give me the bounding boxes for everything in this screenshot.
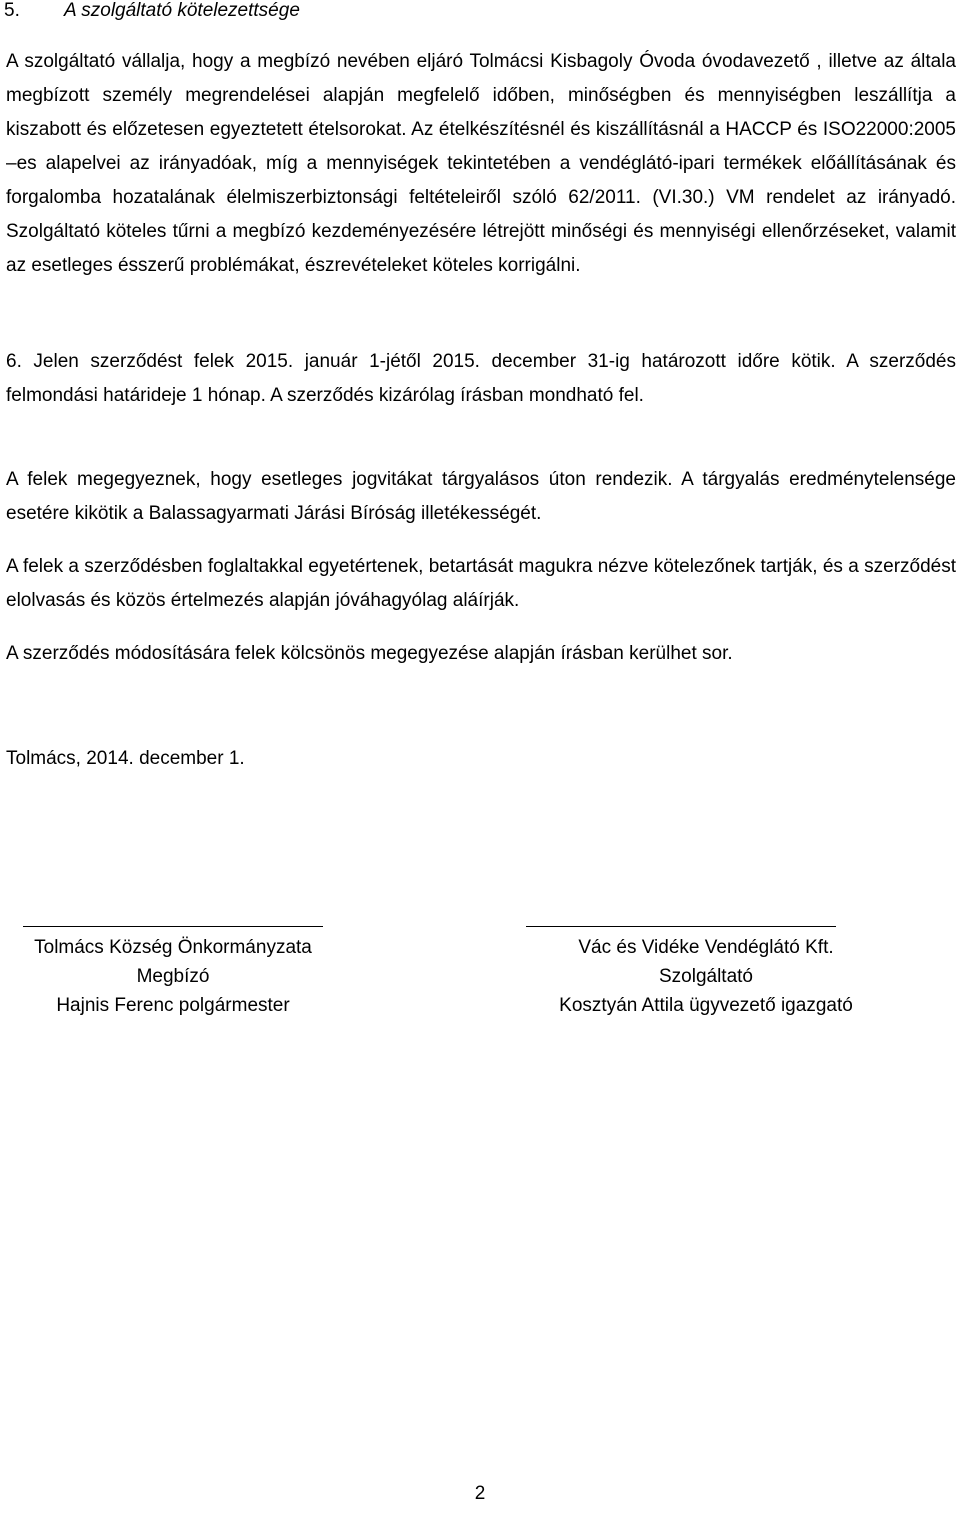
modification-paragraph: A szerződés módosítására felek kölcsönös megegyezése alapján írásban kerülhet sor. (6, 643, 733, 664)
signature-block-left (4, 926, 342, 1020)
signature-line (23, 926, 323, 927)
signatory-role: Szolgáltató (658, 966, 753, 987)
section-heading (4, 0, 300, 28)
section-title: A szolgáltató kötelezettsége (64, 0, 300, 21)
obligations-paragraph: A szolgáltató vállalja, hogy a megbízó nevében eljáró Tolmácsi Kisbagoly Óvoda óvodavezető , illetve az általa megbízott személy megrendelései alapján megfelelő időben, minőségben és mennyiségben leszállítja a kiszabott és előzetesen egyeztetett ételsorokat. Az ételkészítésnél és kiszállításnál a HACCP és ISO22000:2005 –es alapelvei az irányadóak, míg a mennyiségek tekintetében a vendéglátó-ipari termékek előállításának és forgalomba hozatalának élelmiszerbiztonsági feltételeiről szóló 62/2011. (VI.30.) VM rendelet az irányadó. Szolgáltató köteles tűrni a megbízó kezdeményezésére létrejött minőségi és mennyiségi ellenőrzéseket, valamit az esetleges ésszerű problémákat, észrevételeket köteles korrigálni. (6, 51, 956, 276)
term-paragraph: 6. Jelen szerződést felek 2015. január 1-jétől 2015. december 31-ig határozott időre kötik. A szerződés felmondási határideje 1 hónap. A szerződés kizárólag írásban mondható fel. (6, 351, 956, 406)
signatory-name: Vác és Vidéke Vendéglátó Kft. (578, 937, 834, 958)
signatory-person: Hajnis Ferenc polgármester (56, 995, 290, 1016)
dispute-paragraph: A felek megegyeznek, hogy esetleges jogvitákat tárgyalásos úton rendezik. A tárgyalás eredménytelensége esetére kikötik a Balassagyarmati Járási Bíróság illetékességét. (6, 469, 956, 524)
page-number: 2 (474, 1483, 486, 1504)
signatory-name: Tolmács Község Önkormányzata (34, 937, 312, 958)
signatory-person: Kosztyán Attila ügyvezető igazgató (559, 995, 853, 1016)
signature-block-right (520, 926, 892, 1020)
place-date: Tolmács, 2014. december 1. (6, 748, 245, 769)
signature-line (526, 926, 836, 927)
section-number: 5. (4, 0, 20, 21)
agreement-paragraph: A felek a szerződésben foglaltakkal egyetértenek, betartását magukra nézve kötelezőnek tartják, és a szerződést elolvasás és közös értelmezés alapján jóváhagyólag aláírják. (6, 556, 956, 611)
signatory-role: Megbízó (136, 966, 210, 987)
